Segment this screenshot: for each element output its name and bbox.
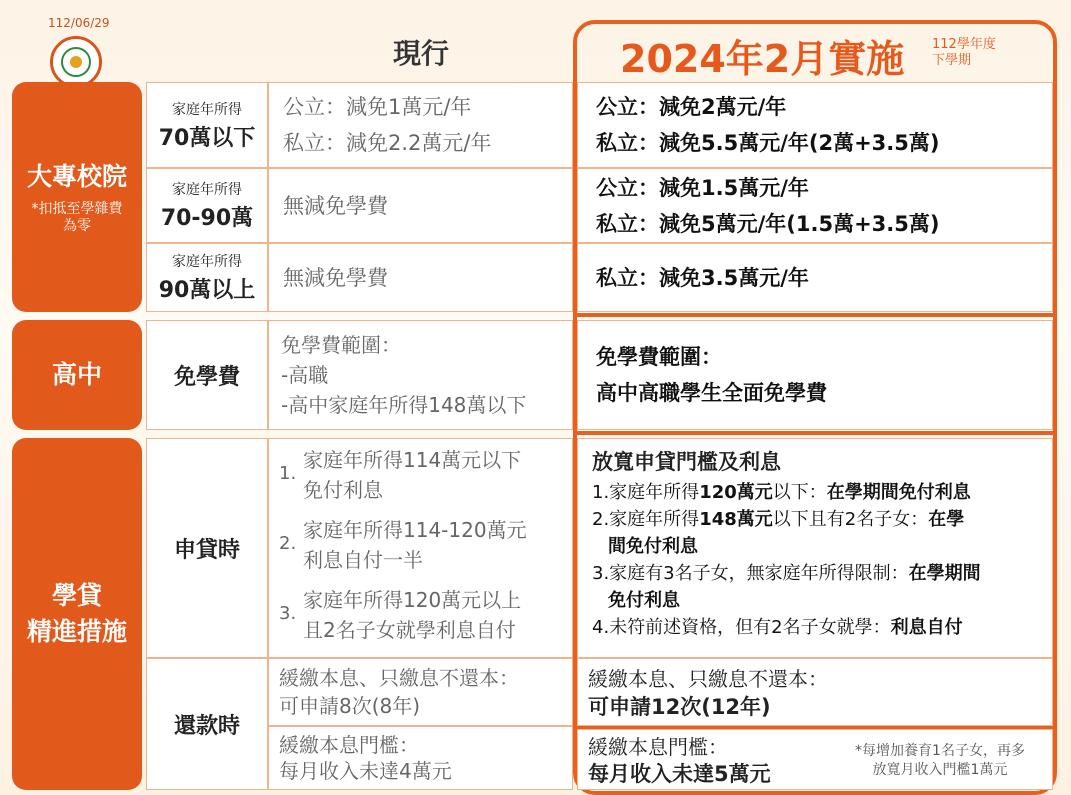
list-item: 2.家庭年所得148萬元以下且有2名子女：在學 [592,509,965,530]
list-item-continuation: 免付利息 [608,590,680,611]
list-item: 1.家庭年所得120萬元以下：在學期間免付利息 [592,482,971,503]
list-item: 3. 家庭年所得120萬元以上 且2名子女就學利息自付 [279,588,522,642]
new-repay-threshold: 緩繳本息門檻： 每月收入未達5萬元 [577,729,1053,790]
list-item: 3.家庭有3名子女，無家庭年所得限制：在學期間 [592,563,981,584]
current-college-row3: 無減免學費 [268,243,573,312]
header-current: 現行 [392,37,449,70]
category-highschool: 高中 [12,320,142,430]
new-repay-deferral: 緩繳本息、只繳息不還本： 可申請12次(12年) [577,658,1053,726]
current-repay-threshold: 緩繳本息門檻： 每月收入未達4萬元 [268,726,573,790]
category-student-loan: 學貸 精進措施 [12,438,142,790]
current-repay-deferral: 緩繳本息、只繳息不還本： 可申請8次(8年) [268,658,573,726]
new-loan-apply: 放寬申貸門檻及利息 1.家庭年所得120萬元以下：在學期間免付利息 2.家庭年所得148萬元以下且有2名子女：在學 間免付利息 3.家庭有3名子女，無家庭年所得限制：在學期間 免付利息 4.未符前述資格，但有2名子女就學：利息自付 [577,438,1053,658]
new-college-row2: 公立：減免1.5萬元/年 私立：減免5萬元/年(1.5萬+3.5萬) [577,168,1053,243]
college-note: *扣抵至學雜費 為零 [31,201,123,234]
date-stamp: 112/06/29 [48,16,110,30]
header-new-subtitle: 112學年度 下學期 [932,37,996,68]
highschool-sub-label: 免學費 [146,320,268,430]
current-college-row2: 無減免學費 [268,168,573,243]
list-item: 4.未符前述資格，但有2名子女就學：利息自付 [592,617,963,638]
section-divider [577,431,1053,435]
repay-footnote: *每增加養育1名子女，再多 放寬月收入門檻1萬元 [855,743,1025,778]
new-college-row3: 私立：減免3.5萬元/年 [577,243,1053,312]
loan-repay-label: 還款時 [146,658,268,790]
income-bracket-70-below: 家庭年所得 70萬以下 [146,82,268,168]
loan-apply-label: 申貸時 [146,438,268,658]
list-item: 2. 家庭年所得114-120萬元 利息自付一半 [279,518,527,572]
new-highschool: 免學費範圍： 高中高職學生全面免學費 [577,320,1053,430]
current-college-row1: 公立：減免1萬元/年 私立：減免2.2萬元/年 [268,82,573,168]
ministry-logo [50,36,102,88]
income-bracket-90-above: 家庭年所得 90萬以上 [146,243,268,312]
income-bracket-70-90: 家庭年所得 70-90萬 [146,168,268,243]
current-highschool: 免學費範圍： -高職 -高中家庭年所得148萬以下 [268,320,573,430]
list-item: 1. 家庭年所得114萬元以下 免付利息 [279,448,522,502]
new-college-row1: 公立：減免2萬元/年 私立：減免5.5萬元/年(2萬+3.5萬) [577,82,1053,168]
list-item-continuation: 間免付利息 [608,536,698,557]
section-divider [577,313,1053,317]
current-loan-apply [268,438,573,658]
header-new-title: 2024年2月實施 [620,37,905,81]
category-college: 大專校院 *扣抵至學雜費 為零 [12,82,142,312]
